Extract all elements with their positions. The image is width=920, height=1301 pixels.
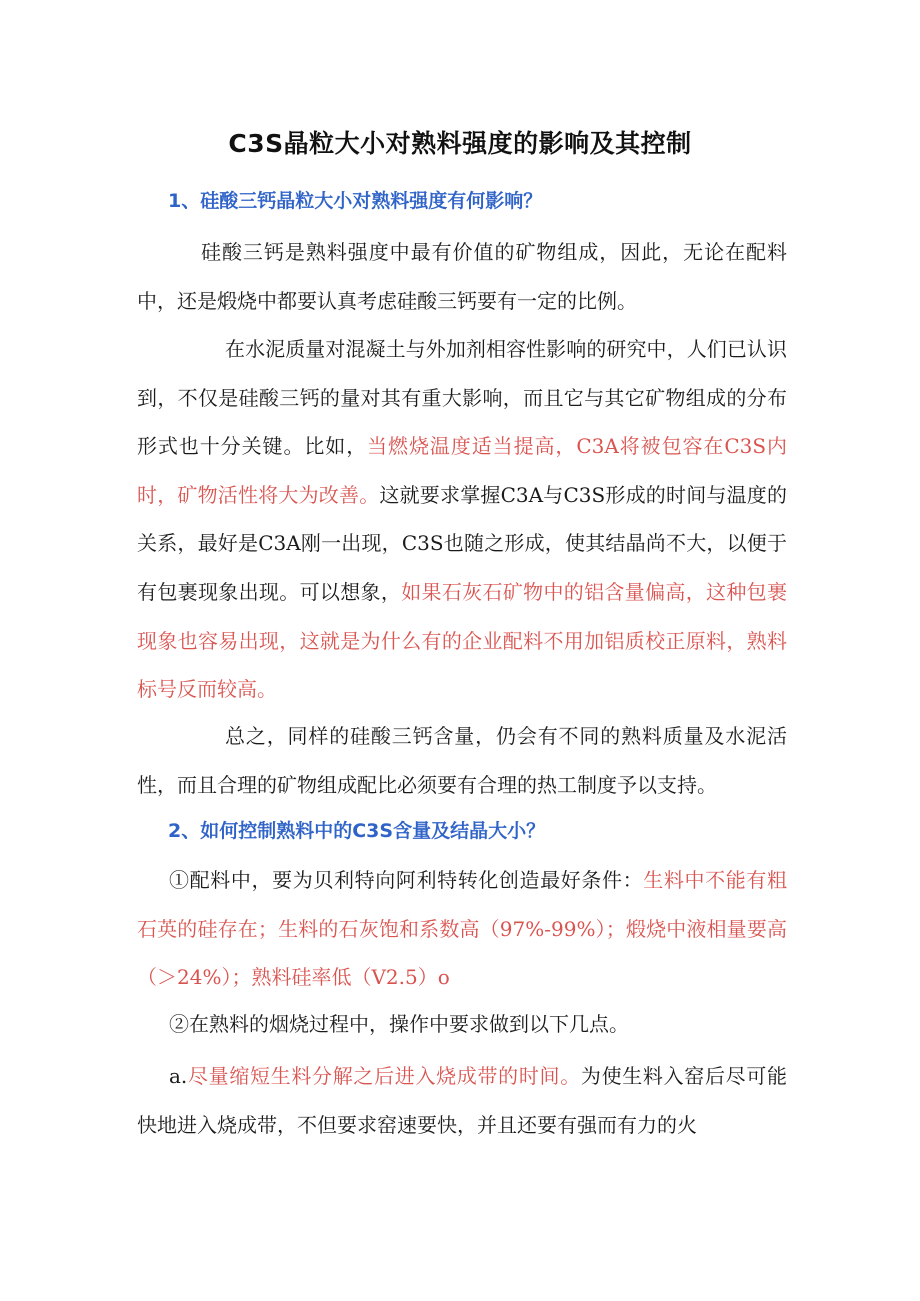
list-marker: a.: [169, 1064, 188, 1088]
section-2-paragraph-2: [137, 1000, 787, 1049]
section-1-paragraph-1: [137, 228, 787, 325]
paragraph-text: ②在熟料的烟烧过程中，操作中要求做到以下几点。: [169, 1012, 629, 1036]
paragraph-text: ①配料中，要为贝利特向阿利特转化创造最好条件：: [169, 868, 644, 892]
paragraph-text: 硅酸三钙是熟料强度中最有价值的矿物组成，因此，无论在配料中，还是煅烧中都要认真考虑硅酸三钙要有一定的比例。: [137, 240, 787, 313]
section-2-paragraph-3: [137, 1052, 787, 1149]
section-1-paragraph-2: [137, 325, 787, 714]
highlighted-text: 当燃烧温度适当提高，C3A将被包容在C3S内时，矿物活性将大为改善。: [137, 434, 788, 507]
page-title: C3S晶粒大小对熟料强度的影响及其控制: [228, 129, 692, 158]
section-1-paragraph-3: [137, 712, 787, 809]
paragraph-text: 在水泥质量对混凝土与外加剂相容性影响的研究中，人们已认识到，不仅是硅酸三钙的量对其有重大影响，而且它与其它矿物组成的分布形式也十分关键。比如，: [137, 337, 787, 459]
paragraph-text: 这就要求掌握C3A与C3S形成的时间与温度的关系，最好是C3A刚一出现，C3S也随之形成，使其结晶尚不大，以便于有包裹现象出现。可以想象，: [137, 482, 788, 604]
highlighted-text: 如果石灰石矿物中的铝含量偏高，这种包裹现象也容易出现，这就是为什么有的企业配料不用加铝质校正原料，熟料标号反而较高。: [137, 579, 788, 702]
paragraph-text: 总之，同样的硅酸三钙含量，仍会有不同的熟料质量及水泥活性，而且合理的矿物组成配比必须要有合理的热工制度予以支持。: [137, 724, 787, 797]
highlighted-text: 尽量缩短生料分解之后进入烧成带的时间。: [187, 1064, 581, 1088]
section-2-heading: 2、如何控制熟料中的C3S含量及结晶大小？: [168, 820, 546, 842]
paragraph-text: 为使生料入窑后尽可能快地进入烧成带，不但要求窑速要快，并且还要有强而有力的火: [137, 1064, 788, 1137]
highlighted-text: 生料中不能有粗石英的硅存在；生料的石灰饱和系数高（97%-99%）；煅烧中液相量要高（＞24%）；熟料硅率低（V2.5）o: [137, 868, 788, 990]
section-2-paragraph-1: [137, 856, 787, 1002]
section-1-heading: 1、硅酸三钙晶粒大小对熟料强度有何影响？: [168, 190, 543, 212]
